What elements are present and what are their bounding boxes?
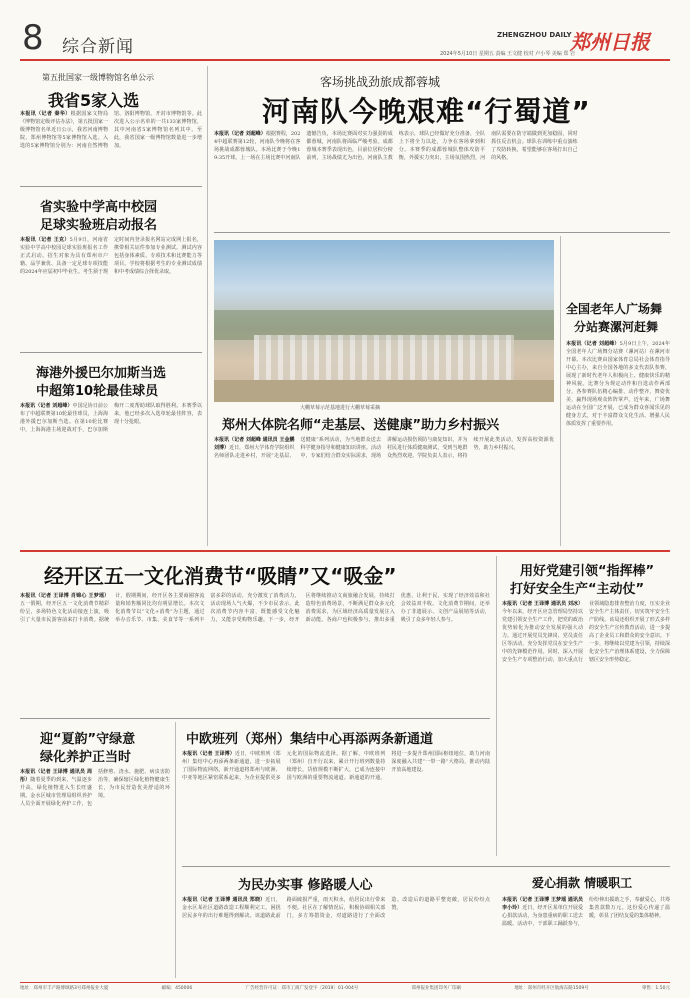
footer-price: 零售：1.50元 [641,986,670,991]
school-title-1: 省实验中学高中校园 [40,200,158,215]
dance-byline: 本报讯（记者 刘超峰） [566,341,620,347]
football-title-1: 海港外援巴尔加斯当选 [36,366,167,381]
economic-body [20,592,490,712]
school-title-2: 足球实验班启动报名 [40,218,158,233]
summer-title-1: 迎“夏韵”守绿意 [40,732,136,747]
donation-title: 爱心捐款 情暖职工 [532,876,633,890]
europe-text: 近日，中欧班列（郑州）集结中心再添两条新通道，进一步拓展了国际物流网络。新开通道将郑州与欧洲、中亚等地区紧密联系起来，为企业提供更多元化的国际物流选择。据了解，中欧班列（郑州）自开行以来，累计开行班列数量持续增长，货值规模不断扩大，已成为连接中国与欧洲的重要物流通道。新通道的开通，将进一步提升郑州国际枢纽地位，助力河南深度融入共建“一带一路”大格局，推动内陆开放高地建设。 [182,751,490,781]
economic-byline: 本报讯（记者 王译博 肖锦心 王梦瑶） [20,593,110,599]
school-body [20,236,202,346]
henan-title: 河南队今晚艰难“行蜀道” [262,95,591,128]
column-rule [207,66,208,546]
paper-logo: 郑州日报 [570,30,650,54]
divider [20,186,202,187]
footer-rule [20,982,670,983]
paper-en: ZHENGZHOU DAILY [497,31,572,39]
museum-kicker: 第五批国家一级博物馆名单公示 [42,73,154,82]
school-text: 5月9日，河南省实验中学高中校园足球实验班报名工作正式启动。招生对象为具有郑州市户籍、品学兼优、具备一定足球专项技能的2024年应届初中毕业生。考生须于规定时间内登录报名网站完成网上报名，携带相关证件参加专业测试。测试内容包括身体素质、专项技术和比赛能力等项目。学校将根据考生的专业测试成绩和中考成绩综合择优录取。 [20,237,202,275]
henan-body [214,130,670,226]
section-title: 综合新闻 [62,37,134,57]
section-rule [20,550,670,552]
dance-body [566,340,670,540]
europe-body [182,750,490,860]
college-title: 郑州大体院名师“走基层、送健康”助力乡村振兴 [222,418,500,433]
column-rule [175,722,176,978]
people-title: 为民办实事 修路暖人心 [238,878,373,893]
summer-byline: 本报讯（记者 王译博 通讯员 周彤） [20,769,92,783]
footer [20,985,670,995]
football-text: 中国足协日前公布了中超联赛第10轮最佳球员，上海海港外援巴尔加斯当选。在第10轮比赛中，上海海港主场迎战对手，巴尔加斯梅开二度帮助球队取得胜利。本赛季以来，他已经多次入选单轮最佳阵容，表现十分抢眼。 [20,403,202,433]
dance-title-1: 全国老年人广场舞 [566,302,663,316]
people-body [182,896,490,978]
footer-printer: 郑州报业集团印务厂印刷 [411,986,462,991]
safety-title-1: 用好党建引领“指挥棒” [520,564,655,579]
economic-title: 经开区五一文化消费节“吸睛”又“吸金” [44,564,397,588]
summer-body [20,768,170,978]
henan-byline: 本报讯（记者 刘超峰） [214,131,266,137]
divider [20,352,202,353]
economic-text: 五一假期，经开区五一文化消费节精彩纷呈，多场特色文化活动接连上演，吸引了大量市民游客前来打卡消费。据统计，假期期间，经开区各主要商圈客流量和销售额同比均有明显增长。本次文化消费节以“文化+消费”为主题，通过举办音乐节、市集、美食节等一系列丰富多彩的活动，充分激发了消费活力。活动现场人气火爆，不少市民表示，此次消费节内容丰富，既能感受文化魅力，又能享受购物乐趣。下一步，经开区将继续推动文商旅融合发展，持续打造特色消费场景，不断满足群众多元化消费需求，为区域经济高质量发展注入新动能。各商户也积极参与，推出多重优惠，让利于民，实现了经济效益和社会效益双丰收。文化消费节期间，还举办了非遗展示、文创产品展销等活动，吸引了众多年轻人参与。 [20,593,490,623]
college-body [214,436,554,540]
column-rule [496,556,497,856]
donation-text: 近日，经开区某单位开展爱心捐款活动，为身患重病的职工送去温暖。活动中，干部职工踊跃参与，纷纷伸出援助之手，奉献爱心，共筹集善款数万元。这份爱心传递了温暖，彰显了团结友爱的集体精神。 [502,897,670,927]
people-text: 近日，金水区某社区道路改造工程顺利完工，困扰居民多年的出行难题得到解决。该道路此前路面破损严重，雨天积水，给居民出行带来不便。社区在了解情况后，积极协调相关部门，多方筹措资金，对道路进行了全面改造。改造后的道路平整宽敞，居民纷纷点赞。 [182,897,490,919]
news-photo [214,240,554,402]
divider [214,232,670,233]
summer-title-2: 绿化养护正当时 [40,750,132,765]
safety-title-2: 打好安全生产“主动仗” [510,582,645,597]
henan-kicker: 客场挑战劲旅成都蓉城 [320,75,441,89]
europe-byline: 本报讯（记者 王译博） [182,751,235,757]
college-byline: 本报讯（记者 刘超峰 通讯员 王金鹏 刘博） [214,437,295,451]
football-body [20,402,202,542]
henan-text: 根据赛程，2024中超联赛第12轮，河南队今晚将在客场挑战成都蓉城队。本场比赛于今晚19:35开球。上一场在主场比赛中河南队遗憾告负，本场比赛面对实力强劲的成都蓉城，河南队将面临严峻考验。成都蓉城本赛季表现出色，目前位居积分榜前列，主场战绩尤为出色。河南队主教练表示，球队已经做好充分准备，全队上下将全力以赴，力争在客场拿到积分。本赛季的成都蓉城队整体攻防平衡，外援实力突出，主场氛围热烈，河南队需要在防守端做到更加稳固，同时抓住反击机会。球队在训练中重点演练了攻防转换，希望能够在客场打出自己的风格。 [214,131,578,161]
footer-print-address: 地址：郑州市经开区航海东路1509号 [514,986,589,991]
football-byline: 本报讯（记者 刘超峰） [20,403,73,409]
divider [20,718,490,719]
footer-address: 地址：郑州市丰产路博颂路3号郑州报业大厦 [20,986,109,991]
donation-body [502,896,670,978]
masthead-rule [20,59,670,61]
footer-license: 广告经营许可证：郑市工商广发登字〔2019〕01-004号 [245,986,359,991]
dance-title-2: 分站赛漯河赶舞 [574,320,659,334]
museum-title: 我省5家入选 [48,91,140,110]
europe-title: 中欧班列（郑州）集结中心再添两条新通道 [186,732,434,747]
date-line: 2024年5月10日 星期五 责编 王文健 校对 卢小琴 美编 郑 岩 [440,51,575,57]
column-rule [560,236,561,546]
people-byline: 本报讯（记者 王译博 通讯员 郑晓） [182,897,266,903]
dance-text: 5月9日上午，2024年全国老年人广场舞分站赛（漯河站）在漯河市开幕。本次比赛由国家体育总局社会体育指导中心主办，来自全国各地的多支代表队参赛，展现了新时代老年人积极向上、健康快乐的精神风貌。比赛分为规定动作和自选动作两部分，各参赛队伍精心编排，动作整齐，舞姿优美，赢得现场观众阵阵掌声。近年来，广场舞运动在全国广泛开展，已成为群众喜闻乐见的健身方式，对于丰富群众文化生活、增强人民体质发挥了重要作用。 [566,341,670,427]
safety-byline: 本报讯（记者 王译博 通讯员 刘冰） [502,601,583,607]
footer-postcode: 邮编：450006 [161,986,193,991]
photo-caption: 大棚草莓示范基地进行大棚草莓采摘 [300,405,381,411]
football-title-2: 中超第10轮最佳球员 [36,384,159,399]
museum-text: 根据国家文物局《博物馆定级评估办法》，第五批国家一级博物馆名单近日公示，我省河南博物院、郑州博物馆等5家博物馆入选。入选的5家博物馆分别为：河南自然博物馆、洛阳博物馆、开封市博物馆等。此次进入公示名单的一共133家博物馆，其中河南省5家博物馆名列其中。至此，我省国家一级博物馆数量进一步增加。 [20,111,202,149]
school-byline: 本报讯（记者 王克） [20,237,70,243]
museum-body [20,110,202,180]
museum-byline: 本报讯（记者 秦华） [20,111,71,117]
safety-body [502,600,670,850]
divider [182,866,670,867]
donation-byline: 本报讯（记者 王译博 王梦瑶 通讯员 李小玲） [502,897,583,911]
summer-text: 随着夏季的到来，气温逐步升高，绿化植物进入生长旺盛期。金水区城市管理局组织养护人员全面开展绿化养护工作，包括修剪、浇水、施肥、病虫害防治等，确保辖区绿化植物健康生长，为市民营造优美舒适的环境。 [20,769,170,807]
college-text: 近日，郑州大学体育学院组织名师团队走进乡村，开展“走基层、送健康”系列活动，为当地群众送去科学健身指导和健康知识讲座。活动中，专家们结合群众实际需求，现场讲解运动损伤预防与康复知识，并为村民进行体质健康测试，受到当地群众热烈欢迎。学院负责人表示，将持续开展此类活动，发挥高校资源优势，助力乡村振兴。 [214,437,554,459]
safety-text: 今年以来，经开区应急管理局坚持以党建引领安全生产工作，把党的政治优势转化为推动安全发展的强大动力。通过开展党员先锋岗、党员责任区等活动，充分发挥党员在安全生产中的先锋模范作用。同时，深入开展安全生产专项整治行动，加大重点行业领域隐患排查整治力度，压实企业安全生产主体责任，切实筑牢安全生产防线。该局还组织开展了形式多样的安全生产宣传教育活动，进一步提高了企业员工和群众的安全意识。下一步，将继续以党建为引领，持续深化安全生产治理体系建设，全力保障辖区安全形势稳定。 [502,601,670,663]
page-number: 8 [22,18,44,58]
